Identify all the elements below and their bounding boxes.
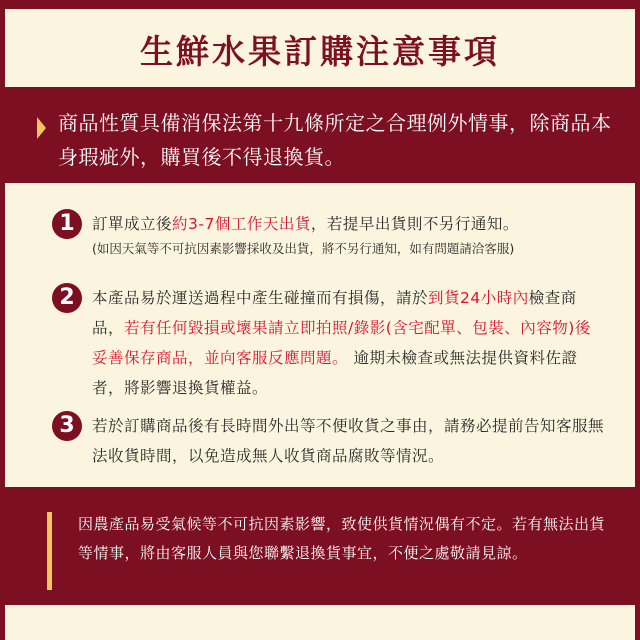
- notice-item-1: [52, 209, 605, 259]
- highlight-text: 到貨24小時內: [428, 289, 529, 307]
- notice-item-1-text: 訂單成立後約3-7個工作天出貨，若提早出貨則不另行通知。: [92, 215, 519, 233]
- notice-item-1-note: (如因天氣等不可抗因素影響採收及出貨，將不另行通知，如有問題請洽客服): [92, 241, 515, 256]
- intro-notice: [40, 106, 620, 174]
- intro-text: 商品性質具備消保法第十九條所定之合理例外情事，除商品本身瑕疵外，購買後不得退換貨。: [58, 111, 612, 169]
- page-title: 生鮮水果訂購注意事項: [140, 32, 500, 71]
- footer-notice: 因農產品易受氣候等不可抗因素影響，致使供貨情況偶有不定。若有無法出貨等情事，將由客服人員與您聯繫退換貨事宜，不便之處敬請見諒。: [78, 515, 606, 562]
- highlight-text: 若有任何毀損或壞果請立即拍照/錄影(含宅配單、包裝、內容物)後妥善保存商品，並向客服反應問題。: [92, 319, 591, 367]
- notice-panel: [5, 183, 635, 487]
- notice-item-3: [52, 411, 605, 471]
- number-badge-2: 2: [52, 283, 82, 313]
- notice-item-2-text: 本產品易於運送過程中產生碰撞而有損傷，請於到貨24小時內檢查商品，若有任何毀損或壞果請立即拍照/錄影(含宅配單、包裝、內容物)後妥善保存商品，並向客服反應問題。 逾期未檢查或無法提供資料佐證者，將影響退換貨權益。: [92, 289, 591, 397]
- number-badge-1: 1: [52, 209, 82, 239]
- title-banner: [5, 9, 635, 87]
- bottom-strip: [5, 605, 635, 640]
- number-badge-3: 3: [52, 411, 82, 441]
- highlight-text: 約3-7個工作天出貨: [172, 215, 311, 233]
- notice-item-3-text: 若於訂購商品後有長時間外出等不便收貨之事由，請務必提前告知客服無法收貨時間，以免造成無人收貨商品腐敗等情況。: [92, 417, 605, 465]
- notice-item-2: [52, 283, 605, 403]
- footer-accent-bar: [47, 512, 52, 590]
